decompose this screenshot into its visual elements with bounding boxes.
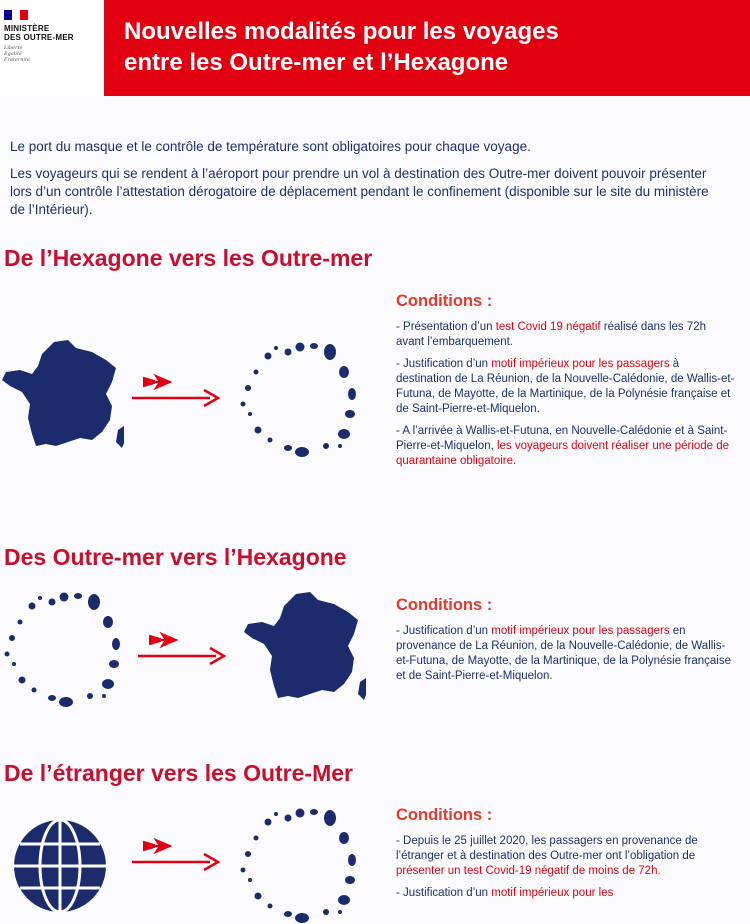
france-map-icon — [2, 338, 124, 450]
plane-arrow-icon — [132, 838, 222, 878]
condition-item: - Justification d’un motif impérieux pour les — [396, 887, 614, 899]
conditions-block-1 — [396, 292, 736, 476]
logo-motto: Liberté Égalité Fraternité — [4, 45, 30, 63]
plane-arrow-icon — [132, 374, 222, 414]
section-title-etranger-to-outremer: De l’étranger vers les Outre-Mer — [4, 760, 353, 786]
condition-item: - Depuis le 25 juillet 2020, les passagers en provenance de l’étranger et à destination des Outre-mer ont l’obligation de présenter un test Covid-19 négatif de moins de 72h. — [396, 835, 698, 877]
title-banner — [104, 0, 750, 96]
outre-mer-islands-icon — [240, 806, 360, 924]
header — [0, 0, 750, 96]
conditions-title: Conditions : — [396, 292, 493, 310]
conditions-block-3 — [396, 806, 736, 908]
intro-paragraph-1: Le port du masque et le contrôle de température sont obligatoires pour chaque voyage. — [10, 139, 531, 154]
conditions-title: Conditions : — [396, 806, 493, 824]
condition-item: - Justification d’un motif impérieux pour les passagers en provenance de La Réunion, de la Nouvelle-Calédonie, de Wallis-et-Futuna, de Mayotte, de la Martinique, de la Polynésie française et de Saint-Pierre-et-Miquelon. — [396, 625, 731, 682]
conditions-block-2 — [396, 596, 736, 691]
ministry-logo — [0, 0, 104, 96]
condition-item: - A l’arrivée à Wallis-et-Futuna, en Nouvelle-Calédonie et à Saint-Pierre-et-Miquelon, les voyageurs doivent réaliser une période de quarantaine obligatoire. — [396, 425, 730, 467]
page-title: Nouvelles modalités pour les voyages entre les Outre-mer et l’Hexagone — [124, 18, 559, 76]
outre-mer-islands-icon — [240, 340, 360, 460]
logo-line-2: DES OUTRE-MER — [4, 33, 74, 42]
logo-line-1: MINISTÈRE — [4, 24, 50, 33]
plane-arrow-icon — [138, 632, 228, 672]
condition-item: - Justification d’un motif impérieux pour les passagers à destination de La Réunion, de la Nouvelle-Calédonie, de Wallis-et-Futuna, de Mayotte, de la Martinique, de la Polynésie française et de Saint-Pierre-et-Miquelon. — [396, 358, 735, 415]
section-title-outremer-to-hexagone: Des Outre-mer vers l’Hexagone — [4, 544, 347, 570]
french-flag-icon — [4, 10, 28, 20]
france-map-icon — [244, 590, 366, 702]
globe-icon — [12, 818, 108, 914]
outre-mer-islands-icon — [4, 590, 124, 710]
section-title-hexagone-to-outremer: De l’Hexagone vers les Outre-mer — [4, 245, 373, 271]
conditions-title: Conditions : — [396, 596, 493, 614]
condition-item: - Présentation d’un test Covid 19 négatif réalisé dans les 72h avant l’embarquement. — [396, 321, 707, 348]
intro-paragraph-2: Les voyageurs qui se rendent à l’aéroport pour prendre un vol à destination des Outre-mer doivent pouvoir présenter lors d’un contrôle l’attestation dérogatoire de déplacement pendant le confinement (disponible sur le site du ministère de l’Intérieur). — [10, 166, 709, 217]
